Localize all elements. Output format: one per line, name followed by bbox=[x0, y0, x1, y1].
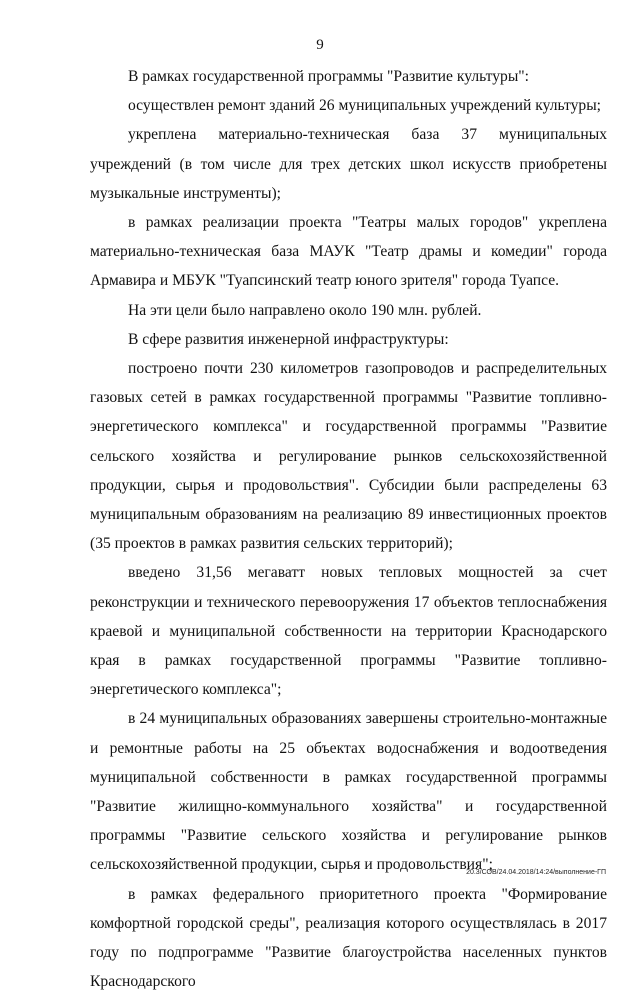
paragraph-funding: На эти цели было направлено около 190 млн. рублей. bbox=[128, 301, 482, 319]
page-number: 9 bbox=[316, 37, 324, 53]
paragraph-water-supply: в 24 муниципальных образованиях завершены строительно-монтажные и ремонтные работы на 25 объектах водоснабжения и водоотведения муниципальной собственности в рамках государственной программы "Развитие жилищно-коммунального хозяйства" и государственной программы "Развитие сельского хозяйства и регулирование рынков сельскохозяйственной продукции, сырья и продовольствия"; bbox=[90, 710, 607, 874]
paragraph-building-repair: осуществлен ремонт зданий 26 муниципальных учреждений культуры; bbox=[128, 97, 602, 115]
paragraph-culture-program-intro: В рамках государственной программы "Развитие культуры": bbox=[128, 68, 529, 85]
paragraph-gas-pipelines: построено почти 230 километров газопроводов и распределительных газовых сетей в рамках государственной программы "Развитие топливно-энергетического комплекса" и государственной программы "Развитие сельского хозяйства и регулирование рынков сельскохозяйственной продукции, сырья и продовольствия". Субсидии были распределены 63 муниципальным образованиям на реализацию 89 инвестиционных проектов (35 проектов в рамках развития сельских территорий); bbox=[90, 360, 607, 553]
paragraph-engineering-intro: В сфере развития инженерной инфраструктуры: bbox=[128, 330, 449, 348]
paragraph-small-towns-theatres: в рамках реализации проекта "Театры малых городов" укреплена материально-техническая база МАУК "Театр драмы и комедии" города Армавира и МБУК "Туапсинский театр юного зрителя" города Туапсе. bbox=[90, 214, 607, 290]
paragraph-urban-environment: в рамках федерального приоритетного проекта "Формирование комфортной городской среды", реализация которого осуществлялась в 2017 году по подпрограмме "Развитие благоустройства населенных пунктов Краснодарского bbox=[90, 885, 607, 991]
paragraph-material-base: укреплена материально-техническая база 37 муниципальных учреждений (в том числе для трех детских школ искусств приобретены музыкальные инструменты); bbox=[90, 126, 607, 202]
document-body bbox=[90, 62, 607, 997]
paragraph-heat-capacity: введено 31,56 мегаватт новых тепловых мощностей за счет реконструкции и технического перевооружения 17 объектов теплоснабжения краевой и муниципальной собственности на территории Краснодарского края в рамках государственной программы "Развитие топливно-энергетического комплекса"; bbox=[90, 564, 607, 699]
footer-document-code: 20.3/СОВ/24.04.2018/14:24/выполнение-ГП bbox=[466, 869, 606, 876]
